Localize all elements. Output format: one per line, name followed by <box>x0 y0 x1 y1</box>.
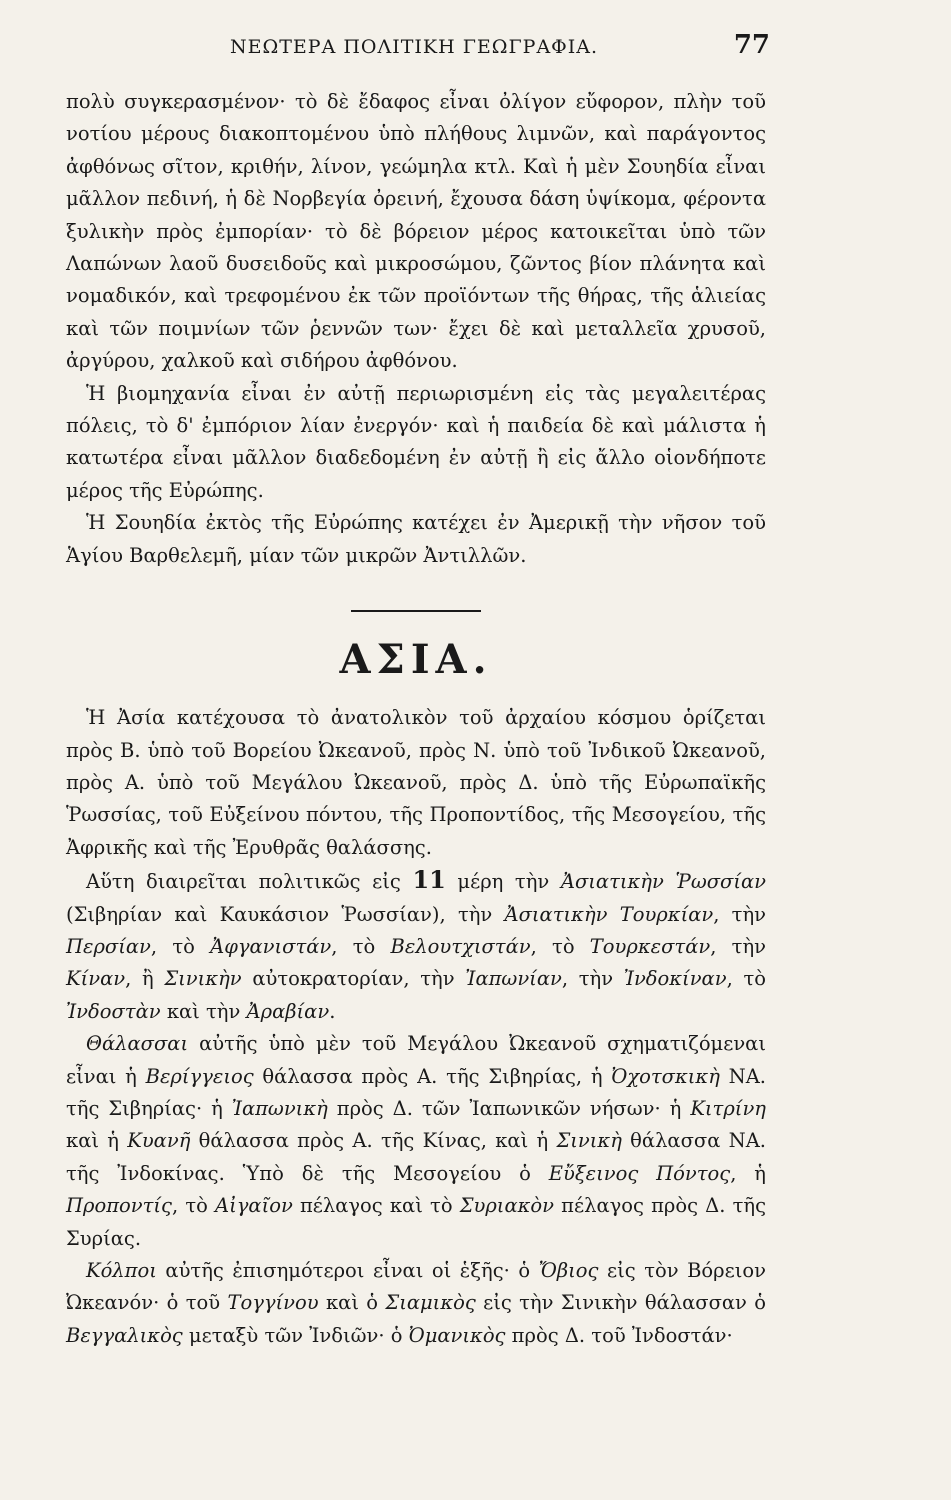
section-divider <box>351 610 481 612</box>
paragraph-asia-seas: Θάλασσαι αὐτῆς ὑπὸ μὲν τοῦ Μεγάλου Ὠκεανοῦ σχηματιζόμεναι εἶναι ἡ Βερίγγειος θάλασσα πρὸς Α. τῆς Σιβηρίας, ἡ Ὀχοτσκικὴ ΝΑ. τῆς Σιβηρίας· ἡ Ἰαπωνικὴ πρὸς Δ. τῶν Ἰαπωνικῶν νήσων· ἡ Κιτρίνη καὶ ἡ Κυανῆ θάλασσα πρὸς Α. τῆς Κίνας, καὶ ἡ Σινικὴ θάλασσα ΝΑ. τῆς Ἰνδοκίνας. Ὑπὸ δὲ τῆς Μεσογείου ὁ Εὔξεινος Πόντος, ἡ Προποντίς, τὸ Αἰγαῖον πέλαγος καὶ τὸ Συριακὸν πέλαγος πρὸς Δ. τῆς Συρίας. <box>66 1032 767 1250</box>
paragraph-sweden-industry: Ἡ βιομηχανία εἶναι ἐν αὐτῇ περιωρισμένη εἰς τὰς μεγαλειτέρας πόλεις, τὸ δ' ἐμπόριον λίαν ἐνεργόν· καὶ ἡ παιδεία δὲ καὶ μάλιστα ἡ κατωτέρα εἶναι μᾶλλον διαδεδομένη ἐν αὐτῇ ἢ εἰς ἄλλο οἱονδήποτε μέρος τῆς Εὐρώπης. <box>66 381 766 502</box>
paragraph-sweden-colonies: Ἡ Σουηδία ἐκτὸς τῆς Εὐρώπης κατέχει ἐν Ἀμερικῇ τὴν νῆσον τοῦ Ἁγίου Βαρθελεμῆ, μίαν τῶν μικρῶν Ἀντιλλῶν. <box>66 511 766 567</box>
paragraph-asia-divisions: Αὕτη διαιρεῖται πολιτικῶς εἰς 11 μέρη τὴν Ἀσιατικὴν Ῥωσσίαν (Σιβηρίαν καὶ Καυκάσιον Ῥωσσίαν), τὴν Ἀσιατικὴν Τουρκίαν, τὴν Περσίαν, τὸ Ἀφγανιστάν, τὸ Βελουτχιστάν, τὸ Τουρκεστάν, τὴν Κίναν, ἢ Σινικὴν αὐτοκρατορίαν, τὴν Ἰαπωνίαν, τὴν Ἰνδοκίναν, τὸ Ἰνδοστὰν καὶ τὴν Ἀραβίαν. <box>66 865 767 1023</box>
section-title: ΑΣΙΑ. <box>339 636 493 684</box>
body-text <box>66 86 766 1352</box>
paragraph-asia-gulfs: Κόλποι αὐτῆς ἐπισημότεροι εἶναι οἱ ἑξῆς· ὁ Ὄβιος εἰς τὸν Βόρειον Ὠκεανόν· ὁ τοῦ Τογγίνου καὶ ὁ Σιαμικὸς εἰς τὴν Σινικὴν θάλασσαν ὁ Βεγγαλικὸς μεταξὺ τῶν Ἰνδιῶν· ὁ Ὀμανικὸς πρὸς Δ. τοῦ Ἰνδοστάν· <box>66 1259 766 1347</box>
paragraph-asia-borders: Ἡ Ἀσία κατέχουσα τὸ ἀνατολικὸν τοῦ ἀρχαίου κόσμου ὁρίζεται πρὸς Β. ὑπὸ τοῦ Βορείου Ὠκεανοῦ, πρὸς Ν. ὑπὸ τοῦ Ἰνδικοῦ Ὠκεανοῦ, πρὸς Α. ὑπὸ τοῦ Μεγάλου Ὠκεανοῦ, πρὸς Δ. ὑπὸ τῆς Εὐρωπαϊκῆς Ῥωσσίας, τοῦ Εὐξείνου πόντου, τῆς Προποντίδος, τῆς Μεσογείου, τῆς Ἀφρικῆς καὶ τῆς Ἐρυθρᾶς θαλάσσης. <box>66 706 766 859</box>
paragraph-sweden-geography: πολὺ συγκερασμένον· τὸ δὲ ἔδαφος εἶναι ὀλίγον εὔφορον, πλὴν τοῦ νοτίου μέρους διακοπτομένου ὑπὸ πλήθους λιμνῶν, καὶ παράγοντος ἀφθόνως σῖτον, κριθήν, λίνον, γεώμηλα κτλ. Καὶ ἡ μὲν Σουηδία εἶναι μᾶλλον πεδινή, ἡ δὲ Νορβεγία ὀρεινή, ἔχουσα δάση ὑψίκομα, φέροντα ξυλικὴν πρὸς ἐμπορίαν· τὸ δὲ βόρειον μέρος κατοικεῖται ὑπὸ τῶν Λαπώνων λαοῦ δυσειδοῦς καὶ μικροσώμου, ζῶντος βίον πλάνητα καὶ νομαδικόν, καὶ τρεφομένου ἐκ τῶν προϊόντων τῆς θήρας, τῆς ἁλιείας καὶ τῶν ποιμνίων τῶν ῥεννῶν των· ἔχει δὲ καὶ μεταλλεῖα χρυσοῦ, ἀργύρου, χαλκοῦ καὶ σιδήρου ἀφθόνου. <box>66 90 766 373</box>
page-header <box>80 30 770 66</box>
page-number: 77 <box>733 30 770 60</box>
running-head: ΝΕΩΤΕΡΑ ΠΟΛΙΤΙΚΗ ΓΕΩΓΡΑΦΙΑ. <box>230 36 599 58</box>
